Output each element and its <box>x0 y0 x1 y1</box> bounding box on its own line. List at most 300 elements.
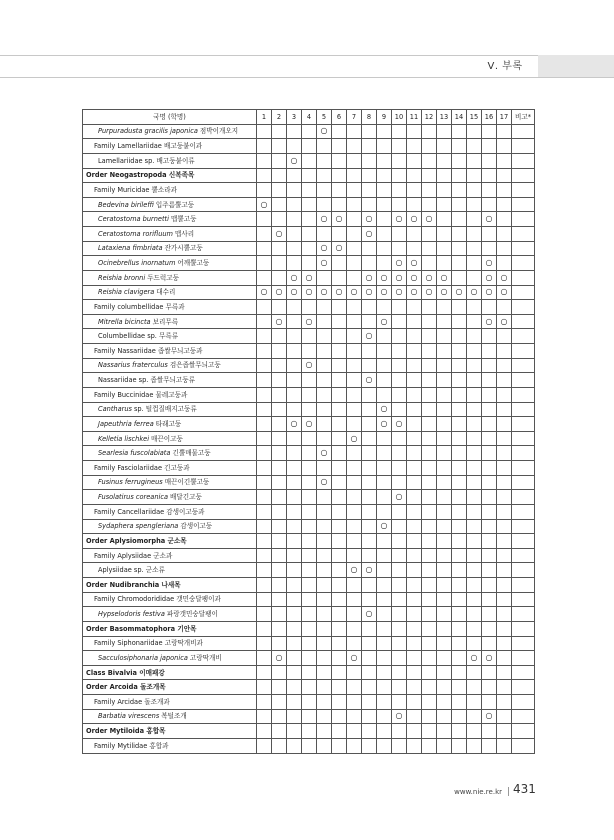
site-cell <box>302 563 317 578</box>
occurrence-mark: ○ <box>392 709 407 724</box>
site-cell <box>467 563 482 578</box>
occurrence-mark: ○ <box>437 285 452 300</box>
occurrence-mark: ○ <box>497 314 512 329</box>
site-cell <box>302 680 317 695</box>
taxon-label: Family Cancellariidae 감생이고둥과 <box>94 507 205 516</box>
site-cell <box>362 387 377 402</box>
site-cell <box>452 665 467 680</box>
site-cell <box>302 665 317 680</box>
site-cell <box>272 578 287 593</box>
site-cell <box>302 344 317 359</box>
site-cell <box>392 534 407 549</box>
site-cell <box>422 197 437 212</box>
site-cell <box>302 607 317 622</box>
note-cell <box>512 300 535 315</box>
note-cell <box>512 183 535 198</box>
site-cell <box>482 695 497 710</box>
site-cell <box>482 183 497 198</box>
site-cell <box>272 358 287 373</box>
taxon-label: Order Arcoida 돌조개목 <box>86 683 166 692</box>
site-cell <box>482 417 497 432</box>
site-cell <box>407 344 422 359</box>
site-cell <box>482 124 497 139</box>
occurrence-mark: ○ <box>497 285 512 300</box>
taxon-label: Family Arcidae 돌조개과 <box>94 697 170 706</box>
site-cell <box>407 695 422 710</box>
note-cell <box>512 241 535 256</box>
table-row-unknown <box>83 329 535 344</box>
table-row-family <box>83 387 535 402</box>
site-cell <box>347 534 362 549</box>
site-cell <box>392 665 407 680</box>
site-cell <box>332 168 347 183</box>
occurrence-mark: ○ <box>422 212 437 227</box>
site-cell <box>302 621 317 636</box>
site-cell <box>497 680 512 695</box>
note-cell <box>512 490 535 505</box>
site-cell <box>302 534 317 549</box>
site-cell <box>422 695 437 710</box>
site-cell <box>407 241 422 256</box>
table-row-family <box>83 636 535 651</box>
site-cell <box>422 227 437 242</box>
taxon-name-cell <box>83 548 257 563</box>
table-row-unknown <box>83 373 535 388</box>
site-cell <box>422 358 437 373</box>
site-cell <box>302 504 317 519</box>
site-cell <box>317 183 332 198</box>
occurrence-mark: ○ <box>392 490 407 505</box>
site-cell <box>257 680 272 695</box>
site-cell <box>437 402 452 417</box>
site-cell <box>302 490 317 505</box>
site-cell <box>257 417 272 432</box>
occurrence-mark: ○ <box>377 417 392 432</box>
occurrence-mark: ○ <box>317 212 332 227</box>
site-cell <box>362 461 377 476</box>
site-cell <box>347 270 362 285</box>
site-cell <box>422 475 437 490</box>
site-cell <box>437 490 452 505</box>
site-cell <box>347 475 362 490</box>
site-cell <box>422 665 437 680</box>
site-cell <box>392 402 407 417</box>
site-cell <box>452 168 467 183</box>
site-cell <box>302 256 317 271</box>
site-cell <box>287 461 302 476</box>
site-cell <box>377 461 392 476</box>
taxon-label: Columbellidae sp. 무륵류 <box>98 332 179 341</box>
site-column-header: 1 <box>257 110 272 125</box>
site-cell <box>287 431 302 446</box>
site-cell <box>407 314 422 329</box>
table-row-order <box>83 168 535 183</box>
taxon-name-cell <box>83 636 257 651</box>
site-cell <box>257 314 272 329</box>
footer-url: www.nie.re.kr <box>454 788 502 796</box>
site-cell <box>407 738 422 753</box>
korean-name: 보리무륵 <box>152 317 179 326</box>
table-row-unknown <box>83 563 535 578</box>
site-cell <box>452 563 467 578</box>
scientific-name: Searlesia fuscolabiata <box>98 449 171 458</box>
occurrence-mark: ○ <box>332 241 347 256</box>
site-cell <box>497 197 512 212</box>
site-cell <box>377 636 392 651</box>
site-cell <box>467 738 482 753</box>
site-cell <box>347 344 362 359</box>
site-cell <box>407 592 422 607</box>
site-cell <box>317 490 332 505</box>
taxon-name-cell <box>83 358 257 373</box>
korean-name: 대수리 <box>156 288 176 297</box>
site-cell <box>482 724 497 739</box>
site-cell <box>332 300 347 315</box>
table-row-species <box>83 417 535 432</box>
site-cell <box>497 475 512 490</box>
note-cell <box>512 124 535 139</box>
site-cell <box>497 490 512 505</box>
taxon-name-cell <box>83 534 257 549</box>
site-cell <box>467 300 482 315</box>
site-cell <box>452 651 467 666</box>
site-cell <box>287 358 302 373</box>
taxon-label: Family Buccinidae 물레고둥과 <box>94 390 188 399</box>
site-cell <box>497 548 512 563</box>
site-cell <box>407 519 422 534</box>
table-row-species <box>83 227 535 242</box>
site-cell <box>497 402 512 417</box>
site-cell <box>377 563 392 578</box>
table-row-family <box>83 504 535 519</box>
site-cell <box>377 212 392 227</box>
site-cell <box>272 168 287 183</box>
occurrence-mark: ○ <box>377 519 392 534</box>
occurrence-mark: ○ <box>362 227 377 242</box>
taxon-name-cell <box>83 695 257 710</box>
site-cell <box>467 461 482 476</box>
note-cell <box>512 519 535 534</box>
table-row-species <box>83 197 535 212</box>
scientific-name: Cantharus <box>98 405 132 414</box>
site-cell <box>257 665 272 680</box>
site-cell <box>437 358 452 373</box>
site-cell <box>362 183 377 198</box>
site-cell <box>437 709 452 724</box>
site-cell <box>467 695 482 710</box>
site-cell <box>317 548 332 563</box>
site-cell <box>332 314 347 329</box>
site-cell <box>257 387 272 402</box>
table-row-family <box>83 592 535 607</box>
site-cell <box>272 431 287 446</box>
occurrence-mark: ○ <box>422 285 437 300</box>
site-cell <box>302 548 317 563</box>
site-cell <box>257 563 272 578</box>
occurrence-mark: ○ <box>407 212 422 227</box>
site-cell <box>482 139 497 154</box>
site-cell <box>467 183 482 198</box>
occurrence-mark: ○ <box>362 607 377 622</box>
site-cell <box>332 651 347 666</box>
site-cell <box>452 578 467 593</box>
site-cell <box>452 461 467 476</box>
note-cell <box>512 227 535 242</box>
site-column-header: 17 <box>497 110 512 125</box>
site-cell <box>377 227 392 242</box>
site-cell <box>272 475 287 490</box>
site-cell <box>437 724 452 739</box>
occurrence-mark: ○ <box>287 153 302 168</box>
site-cell <box>362 256 377 271</box>
site-cell <box>287 344 302 359</box>
scientific-name: Ocinebrellus inornatum <box>98 259 176 268</box>
scientific-name: Mitrella bicincta <box>98 317 151 326</box>
site-cell <box>302 724 317 739</box>
site-cell <box>317 607 332 622</box>
site-cell <box>317 636 332 651</box>
site-cell <box>452 607 467 622</box>
site-cell <box>422 431 437 446</box>
site-cell <box>317 153 332 168</box>
site-cell <box>452 270 467 285</box>
site-cell <box>272 402 287 417</box>
occurrence-mark: ○ <box>347 563 362 578</box>
note-cell <box>512 446 535 461</box>
site-cell <box>392 578 407 593</box>
site-cell <box>407 300 422 315</box>
site-cell <box>347 461 362 476</box>
site-cell <box>452 153 467 168</box>
site-cell <box>497 665 512 680</box>
site-cell <box>362 592 377 607</box>
occurrence-mark: ○ <box>317 475 332 490</box>
taxon-label: Family Mytilidae 홍합과 <box>94 741 169 750</box>
table-row-unknown_sci <box>83 402 535 417</box>
site-cell <box>257 270 272 285</box>
site-cell <box>332 387 347 402</box>
taxon-label: Class Bivalvia 이매패강 <box>86 668 165 677</box>
note-cell <box>512 139 535 154</box>
site-cell <box>437 387 452 402</box>
site-cell <box>392 227 407 242</box>
occurrence-mark: ○ <box>302 358 317 373</box>
site-cell <box>317 563 332 578</box>
taxon-label: Nassariidae sp. 좁쌀무늬고둥류 <box>98 376 196 385</box>
note-cell <box>512 592 535 607</box>
taxon-name-cell <box>83 124 257 139</box>
site-cell <box>287 168 302 183</box>
site-cell <box>272 256 287 271</box>
site-cell <box>407 358 422 373</box>
site-cell <box>332 358 347 373</box>
site-cell <box>302 578 317 593</box>
korean-name: 타래고둥 <box>155 419 182 428</box>
site-cell <box>482 680 497 695</box>
site-cell <box>407 387 422 402</box>
site-cell <box>347 139 362 154</box>
taxon-label: Aplysiidae sp. 군소류 <box>98 566 165 575</box>
taxon-name-cell <box>83 153 257 168</box>
site-cell <box>407 665 422 680</box>
taxon-name-cell <box>83 461 257 476</box>
site-cell <box>272 417 287 432</box>
header-rule <box>0 55 614 56</box>
site-cell <box>347 724 362 739</box>
site-cell <box>332 665 347 680</box>
table-row-family <box>83 738 535 753</box>
occurrence-mark: ○ <box>317 124 332 139</box>
site-cell <box>362 153 377 168</box>
site-cell <box>497 417 512 432</box>
site-column-header: 4 <box>302 110 317 125</box>
occurrence-mark: ○ <box>392 212 407 227</box>
site-cell <box>482 431 497 446</box>
korean-name: 파랑갯민숭달팽이 <box>166 610 218 619</box>
site-cell <box>452 475 467 490</box>
table-row-family <box>83 344 535 359</box>
note-cell <box>512 285 535 300</box>
site-cell <box>377 709 392 724</box>
taxon-name-cell <box>83 738 257 753</box>
site-cell <box>467 490 482 505</box>
scientific-name: Kelletia lischkei <box>98 434 150 443</box>
site-cell <box>392 548 407 563</box>
site-cell <box>467 387 482 402</box>
site-cell <box>392 373 407 388</box>
site-cell <box>287 197 302 212</box>
site-cell <box>452 197 467 212</box>
site-cell <box>377 504 392 519</box>
occurrence-mark: ○ <box>407 256 422 271</box>
note-cell <box>512 621 535 636</box>
site-cell <box>347 358 362 373</box>
site-cell <box>332 270 347 285</box>
site-cell <box>467 314 482 329</box>
site-cell <box>422 534 437 549</box>
site-cell <box>497 139 512 154</box>
site-cell <box>482 358 497 373</box>
occurrence-mark: ○ <box>392 256 407 271</box>
note-cell <box>512 402 535 417</box>
occurrence-mark: ○ <box>362 270 377 285</box>
site-cell <box>272 665 287 680</box>
site-cell <box>287 139 302 154</box>
occurrence-mark: ○ <box>317 256 332 271</box>
site-cell <box>377 651 392 666</box>
site-cell <box>422 153 437 168</box>
site-cell <box>422 578 437 593</box>
note-cell <box>512 548 535 563</box>
site-cell <box>257 168 272 183</box>
site-cell <box>437 153 452 168</box>
site-cell <box>317 344 332 359</box>
site-cell <box>272 300 287 315</box>
site-cell <box>422 402 437 417</box>
site-cell <box>257 402 272 417</box>
site-cell <box>467 329 482 344</box>
site-cell <box>287 475 302 490</box>
site-cell <box>377 387 392 402</box>
korean-name: 어깨뿔고둥 <box>177 259 210 268</box>
site-cell <box>422 636 437 651</box>
site-cell <box>347 241 362 256</box>
site-cell <box>437 548 452 563</box>
site-cell <box>332 709 347 724</box>
site-cell <box>257 738 272 753</box>
occurrence-mark: ○ <box>302 314 317 329</box>
site-cell <box>257 373 272 388</box>
table-row-species <box>83 256 535 271</box>
korean-name: 잔가시뿔고둥 <box>164 244 203 253</box>
occurrence-mark: ○ <box>317 285 332 300</box>
site-column-header: 15 <box>467 110 482 125</box>
scientific-name: Ceratostoma burnetti <box>98 215 169 224</box>
site-cell <box>377 534 392 549</box>
site-cell <box>437 695 452 710</box>
note-cell <box>512 475 535 490</box>
site-cell <box>317 300 332 315</box>
site-cell <box>437 592 452 607</box>
taxon-name-cell <box>83 139 257 154</box>
site-cell <box>332 373 347 388</box>
site-cell <box>377 578 392 593</box>
site-cell <box>362 124 377 139</box>
site-column-header: 7 <box>347 110 362 125</box>
site-cell <box>317 329 332 344</box>
taxon-name-cell <box>83 387 257 402</box>
site-cell <box>347 183 362 198</box>
site-cell <box>497 724 512 739</box>
site-cell <box>377 738 392 753</box>
occurrence-mark: ○ <box>392 270 407 285</box>
site-cell <box>272 241 287 256</box>
occurrence-mark: ○ <box>332 285 347 300</box>
site-cell <box>407 373 422 388</box>
site-cell <box>452 227 467 242</box>
site-cell <box>257 607 272 622</box>
site-cell <box>482 344 497 359</box>
scientific-name: Japeuthria ferrea <box>98 419 154 428</box>
site-cell <box>272 344 287 359</box>
site-cell <box>497 124 512 139</box>
site-cell <box>422 387 437 402</box>
table-row-family <box>83 139 535 154</box>
site-cell <box>302 124 317 139</box>
header-row <box>83 110 535 125</box>
site-cell <box>497 373 512 388</box>
site-cell <box>452 183 467 198</box>
taxon-label: Order Nudibranchia 나새목 <box>86 580 181 589</box>
site-cell <box>362 621 377 636</box>
site-cell <box>407 578 422 593</box>
site-cell <box>272 607 287 622</box>
site-cell <box>452 358 467 373</box>
site-cell <box>392 519 407 534</box>
site-cell <box>287 183 302 198</box>
site-cell <box>407 431 422 446</box>
site-cell <box>437 578 452 593</box>
site-cell <box>437 417 452 432</box>
site-cell <box>332 534 347 549</box>
table-row-order <box>83 680 535 695</box>
site-column-header: 2 <box>272 110 287 125</box>
site-cell <box>392 446 407 461</box>
site-cell <box>437 665 452 680</box>
taxon-label: Order Basommatophora 기안목 <box>86 624 197 633</box>
site-cell <box>497 695 512 710</box>
site-cell <box>302 197 317 212</box>
